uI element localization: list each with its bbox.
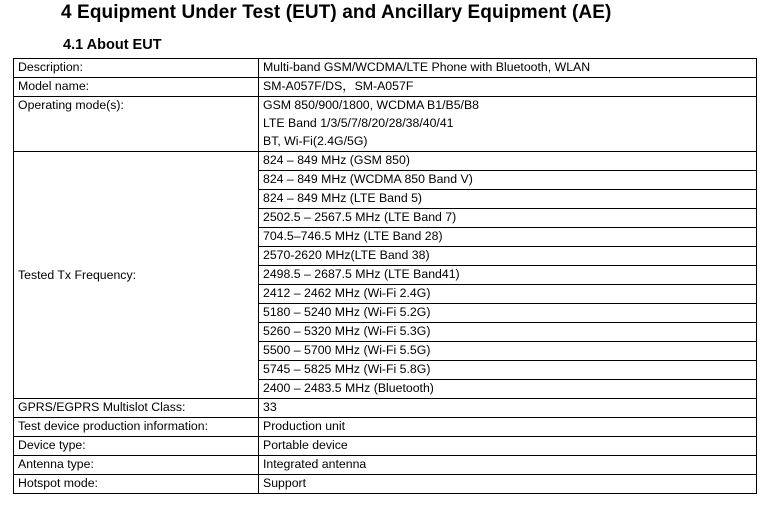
row-value: 2502.5 – 2567.5 MHz (LTE Band 7) [259,209,757,228]
row-label: Device type: [14,437,259,456]
table-row-production-info [14,418,757,437]
table-row-antenna-type [14,456,757,475]
row-value: 2412 – 2462 MHz (Wi-Fi 2.4G) [259,285,757,304]
row-value: BT, Wi-Fi(2.4G/5G) [259,133,757,152]
row-value: 824 – 849 MHz (LTE Band 5) [259,190,757,209]
row-value: 5745 – 5825 MHz (Wi-Fi 5.8G) [259,361,757,380]
row-value: Support [259,475,757,494]
table-row-model-name [14,78,757,97]
row-value: SM-A057F/DS，SM-A057F [259,78,757,97]
row-value: 5180 – 5240 MHz (Wi-Fi 5.2G) [259,304,757,323]
row-value: Portable device [259,437,757,456]
row-label: Hotspot mode: [14,475,259,494]
row-value: GSM 850/900/1800, WCDMA B1/B5/B8 [259,97,757,116]
table-row-operating-mode [14,97,757,116]
table-row-multislot-class [14,399,757,418]
section-title: 4 Equipment Under Test (EUT) and Ancillary Equipment (AE) [61,2,612,23]
row-value: 2498.5 – 2687.5 MHz (LTE Band41) [259,266,757,285]
table-row-description [14,59,757,78]
row-value: 5500 – 5700 MHz (Wi-Fi 5.5G) [259,342,757,361]
row-label: Tested Tx Frequency: [14,152,259,399]
row-value: Production unit [259,418,757,437]
table-row-hotspot-mode [14,475,757,494]
row-label: Model name: [14,78,259,97]
eut-table [13,58,757,494]
row-value: 824 – 849 MHz (GSM 850) [259,152,757,171]
row-value: 704.5–746.5 MHz (LTE Band 28) [259,228,757,247]
subsection-title: 4.1 About EUT [63,37,162,53]
row-value: 33 [259,399,757,418]
table-row-device-type [14,437,757,456]
row-label: Antenna type: [14,456,259,475]
row-label: Description: [14,59,259,78]
row-label: Test device production information: [14,418,259,437]
row-value: Integrated antenna [259,456,757,475]
table-row-tx-frequency [14,152,757,171]
row-value: Multi-band GSM/WCDMA/LTE Phone with Bluetooth, WLAN [259,59,757,78]
row-value: 5260 – 5320 MHz (Wi-Fi 5.3G) [259,323,757,342]
row-label: GPRS/EGPRS Multislot Class: [14,399,259,418]
row-value: 824 – 849 MHz (WCDMA 850 Band V) [259,171,757,190]
row-value: 2400 – 2483.5 MHz (Bluetooth) [259,380,757,399]
row-label: Operating mode(s): [14,97,259,152]
row-value: 2570-2620 MHz(LTE Band 38) [259,247,757,266]
row-value: LTE Band 1/3/5/7/8/20/28/38/40/41 [259,115,757,133]
